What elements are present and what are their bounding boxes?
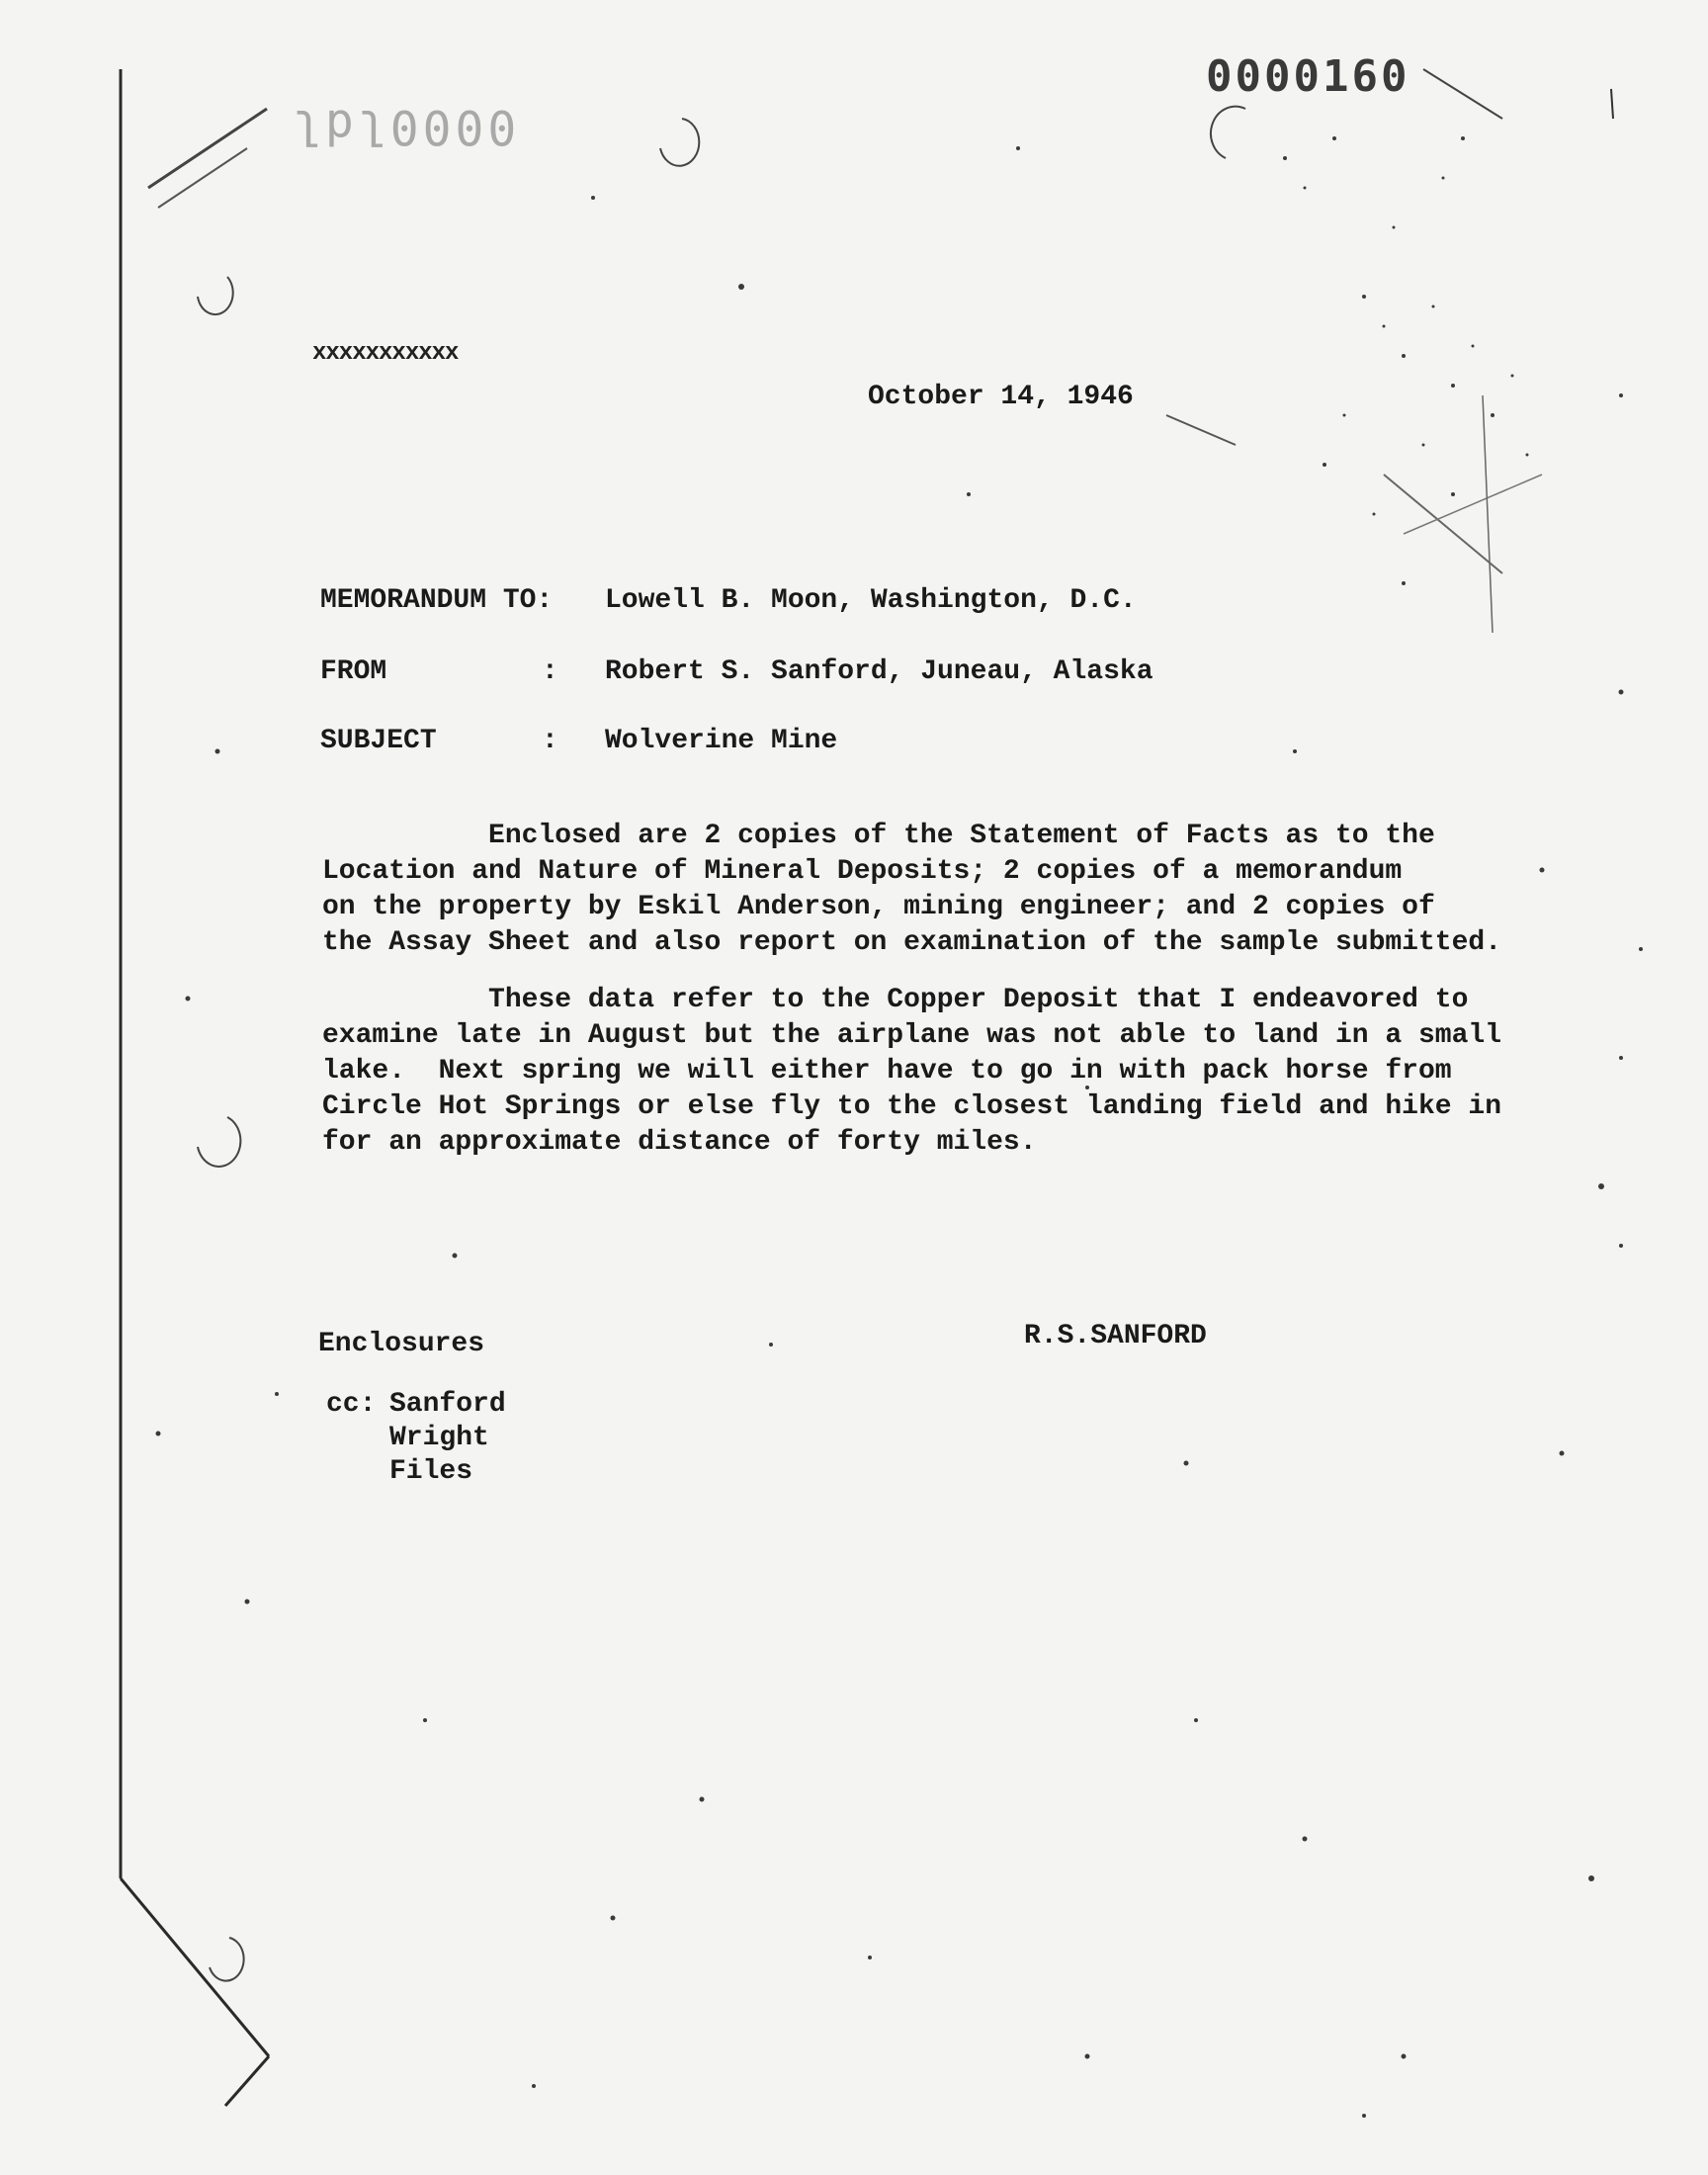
memo-from-value: Robert S. Sanford, Juneau, Alaska: [605, 656, 1153, 687]
memo-from-label: FROM: [320, 656, 387, 687]
document-number-stamp: 0000160: [1206, 51, 1410, 102]
cc-list: [326, 1388, 506, 1489]
signature: R.S.SANFORD: [1024, 1321, 1207, 1351]
memo-subject-value: Wolverine Mine: [605, 726, 838, 756]
memo-to-row: [320, 585, 1137, 616]
memo-from-row: [320, 656, 1153, 687]
memo-from-separator: :: [542, 656, 558, 687]
enclosures-label: Enclosures: [318, 1329, 485, 1359]
redacted-line: xxxxxxxxxxx: [312, 340, 459, 367]
memo-subject-label: SUBJECT: [320, 726, 437, 756]
cc-row-first: [326, 1388, 506, 1422]
memo-to-value: Lowell B. Moon, Washington, D.C.: [605, 585, 1137, 616]
memo-to-label: MEMORANDUM TO:: [320, 585, 554, 616]
memo-subject-separator: :: [542, 726, 558, 756]
memo-subject-row: [320, 726, 837, 756]
cc-recipient: Files: [389, 1456, 473, 1487]
paragraph-enclosed: Enclosed are 2 copies of the Statement of Facts as to the Location and Nature of Mineral Deposits; 2 copies of a memorandum on the property by Eskil Anderson, mining engineer; and 2 copies of the Assay Sheet and also report on examination of the sample submitted.: [322, 821, 1501, 958]
cc-label: cc:: [326, 1389, 377, 1420]
memo-date: October 14, 1946: [868, 382, 1134, 412]
cc-recipient: Sanford: [389, 1389, 506, 1420]
faded-document-number: 0000ldl: [289, 99, 517, 154]
cc-recipient: Wright: [389, 1423, 489, 1453]
paragraph-copper-deposit: These data refer to the Copper Deposit that I endeavored to examine late in August but the airplane was not able to land in a small lake. Next spring we will either have to go in with pack horse from Circle Hot Springs or else fly to the closest landing field and hike in for an approximate distance of forty miles.: [322, 985, 1501, 1158]
